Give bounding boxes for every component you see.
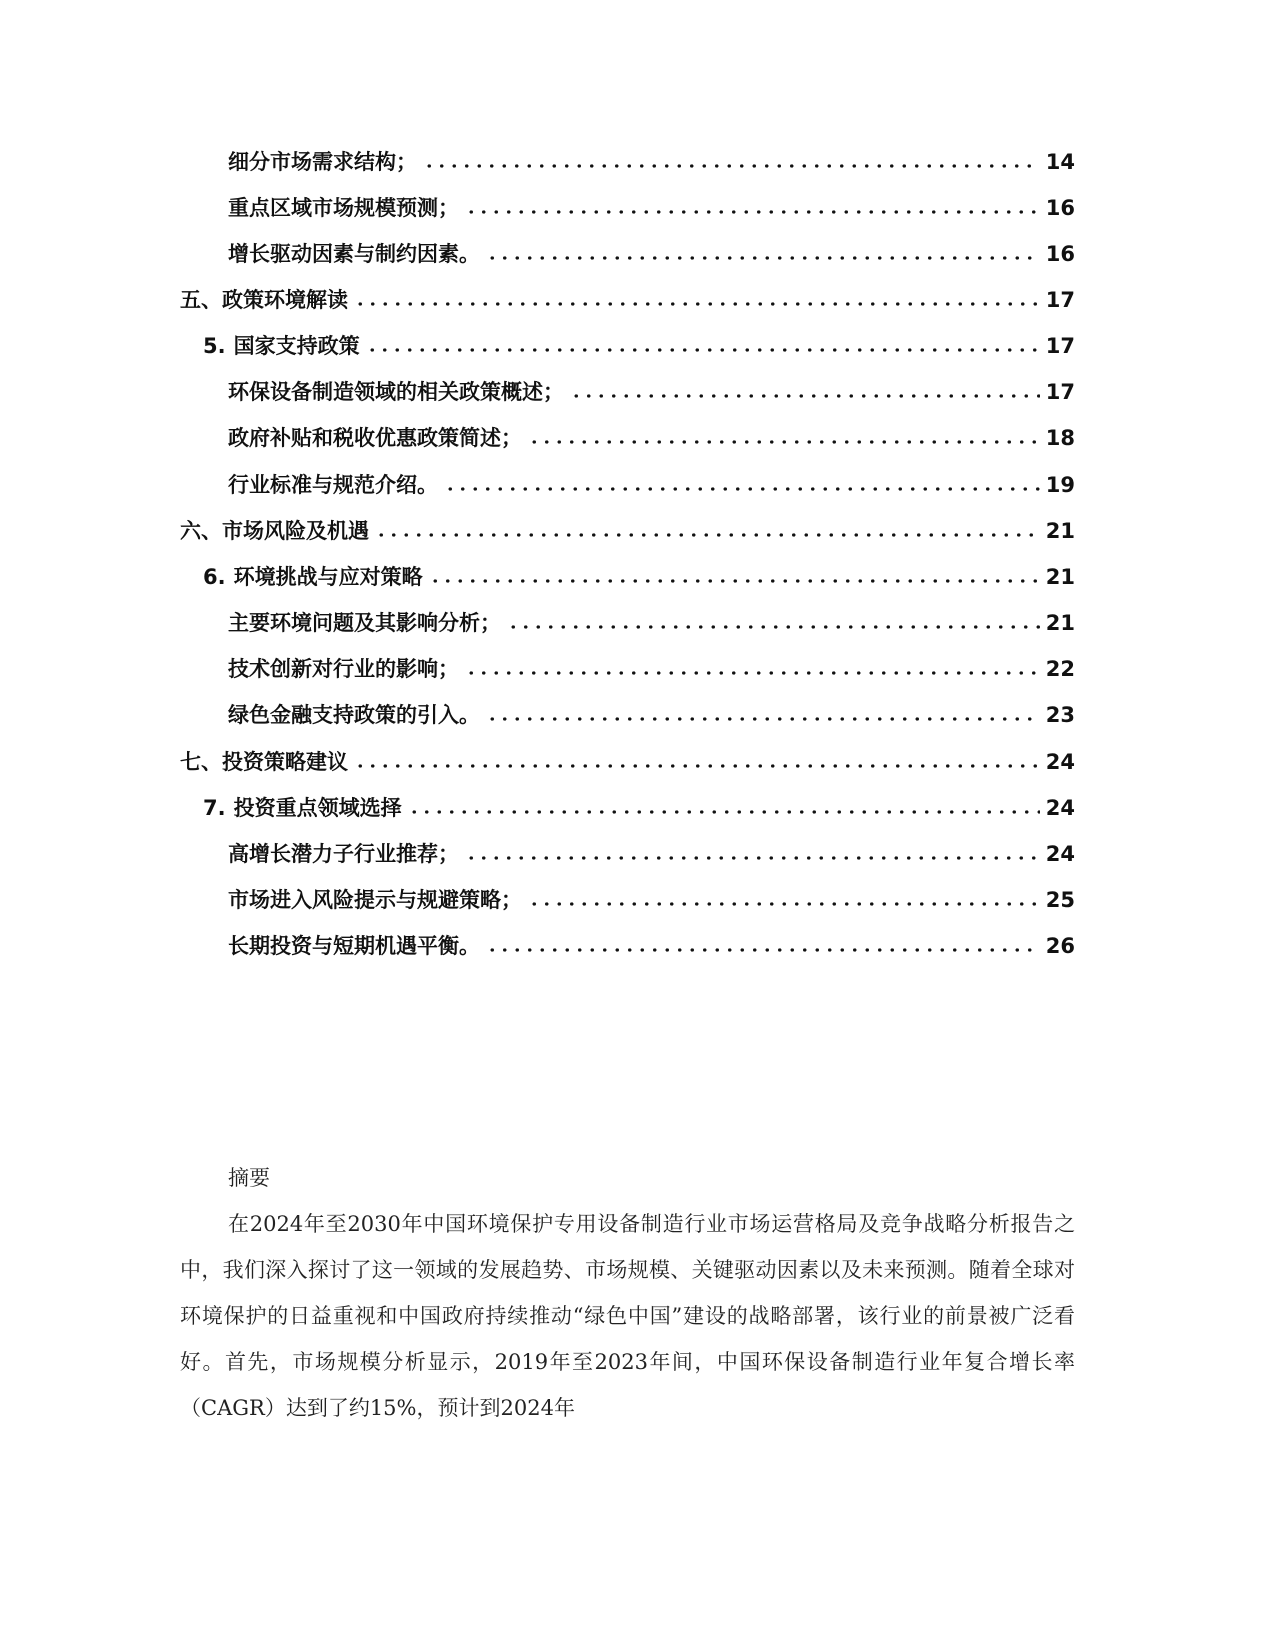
toc-entry-label: 投资重点领域选择 (233, 796, 402, 820)
toc-page-number: 24 (1045, 796, 1075, 820)
abstract-paragraph: 在2024年至2030年中国环境保护专用设备制造行业市场运营格局及竞争战略分析报告之中，我们深入探讨了这一领域的发展趋势、市场规模、关键驱动因素以及未来预测。随着全球对环境保护的日益重视和中国政府持续推动“绿色中国”建设的战略部署，该行业的前景被广泛看好。首先，市场规模分析显示，2019年至2023年间，中国环保设备制造行业年复合增长率（CAGR）达到了约15%，预计到2024年 (180, 1212, 1075, 1420)
toc-entry-label: 技术创新对行业的影响； (228, 657, 459, 681)
toc-page-number: 17 (1045, 288, 1075, 312)
toc-entry[interactable] (228, 372, 1075, 406)
toc-page-number: 21 (1045, 565, 1075, 589)
dot-leader (465, 855, 1040, 861)
dot-leader (423, 163, 1040, 169)
toc-entry[interactable] (228, 926, 1075, 960)
dot-leader (528, 901, 1040, 907)
dot-leader (486, 716, 1040, 722)
dot-leader (465, 670, 1040, 676)
toc-section-number: 5. (203, 334, 226, 358)
toc-page-number: 21 (1045, 519, 1075, 543)
toc-chapter[interactable] (180, 742, 1075, 776)
toc-entry[interactable] (228, 834, 1075, 868)
toc-section-number: 7. (203, 796, 226, 820)
dot-leader (486, 255, 1040, 261)
dot-leader (528, 439, 1040, 445)
toc-section-number: 6. (203, 565, 226, 589)
dot-leader (570, 393, 1040, 399)
dot-leader (444, 486, 1040, 492)
toc-page-number: 19 (1045, 473, 1075, 497)
toc-page-number: 18 (1045, 426, 1075, 450)
toc-entry-label: 市场进入风险提示与规避策略； (228, 888, 522, 912)
toc-entry[interactable] (228, 188, 1075, 222)
toc-page-number: 17 (1045, 380, 1075, 404)
toc-entry-label: 国家支持政策 (233, 334, 360, 358)
toc-entry[interactable] (228, 418, 1075, 452)
dot-leader (486, 947, 1040, 953)
toc-entry-label: 重点区域市场规模预测； (228, 196, 459, 220)
toc-entry[interactable] (228, 142, 1075, 176)
toc-page-number: 16 (1045, 242, 1075, 266)
toc-entry[interactable] (228, 695, 1075, 729)
abstract-section (180, 1155, 1075, 1431)
dot-leader (366, 347, 1040, 353)
toc-chapter[interactable] (180, 280, 1075, 314)
toc-entry[interactable] (228, 649, 1075, 683)
toc-entry-label: 主要环境问题及其影响分析； (228, 611, 501, 635)
toc-page-number: 16 (1045, 196, 1075, 220)
dot-leader (507, 624, 1040, 630)
dot-leader (408, 809, 1040, 815)
toc-section[interactable] (203, 326, 1075, 360)
toc-entry-label: 政府补贴和税收优惠政策简述； (228, 426, 522, 450)
toc-entry-label: 高增长潜力子行业推荐； (228, 842, 459, 866)
toc-entry-label: 环保设备制造领域的相关政策概述； (228, 380, 564, 404)
toc-page-number: 25 (1045, 888, 1075, 912)
toc-entry-label: 六、市场风险及机遇 (180, 519, 369, 543)
toc-entry[interactable] (228, 465, 1075, 499)
toc-entry[interactable] (228, 234, 1075, 268)
toc-page-number: 26 (1045, 934, 1075, 958)
toc-page-number: 21 (1045, 611, 1075, 635)
toc-entry-label: 七、投资策略建议 (180, 750, 348, 774)
toc-chapter[interactable] (180, 511, 1075, 545)
toc-entry[interactable] (228, 603, 1075, 637)
toc-entry[interactable] (228, 880, 1075, 914)
toc-entry-label: 环境挑战与应对策略 (233, 565, 423, 589)
toc-entry-label: 长期投资与短期机遇平衡。 (228, 934, 480, 958)
dot-leader (354, 301, 1040, 307)
toc-page-number: 17 (1045, 334, 1075, 358)
toc-entry-label: 五、政策环境解读 (180, 288, 348, 312)
abstract-title: 摘要 (228, 1166, 270, 1190)
toc-entry-label: 行业标准与规范介绍。 (228, 473, 438, 497)
dot-leader (354, 763, 1040, 769)
toc-page-number: 23 (1045, 703, 1075, 727)
dot-leader (429, 578, 1040, 584)
toc-entry-label: 细分市场需求结构； (228, 150, 417, 174)
toc-section[interactable] (203, 788, 1075, 822)
toc-page-number: 22 (1045, 657, 1075, 681)
toc-entry-label: 绿色金融支持政策的引入。 (228, 703, 480, 727)
toc-page-number: 24 (1045, 842, 1075, 866)
dot-leader (465, 209, 1040, 215)
toc-section[interactable] (203, 557, 1075, 591)
toc-entry-label: 增长驱动因素与制约因素。 (228, 242, 480, 266)
toc-page-number: 24 (1045, 750, 1075, 774)
dot-leader (375, 532, 1040, 538)
toc-page-number: 14 (1045, 150, 1075, 174)
